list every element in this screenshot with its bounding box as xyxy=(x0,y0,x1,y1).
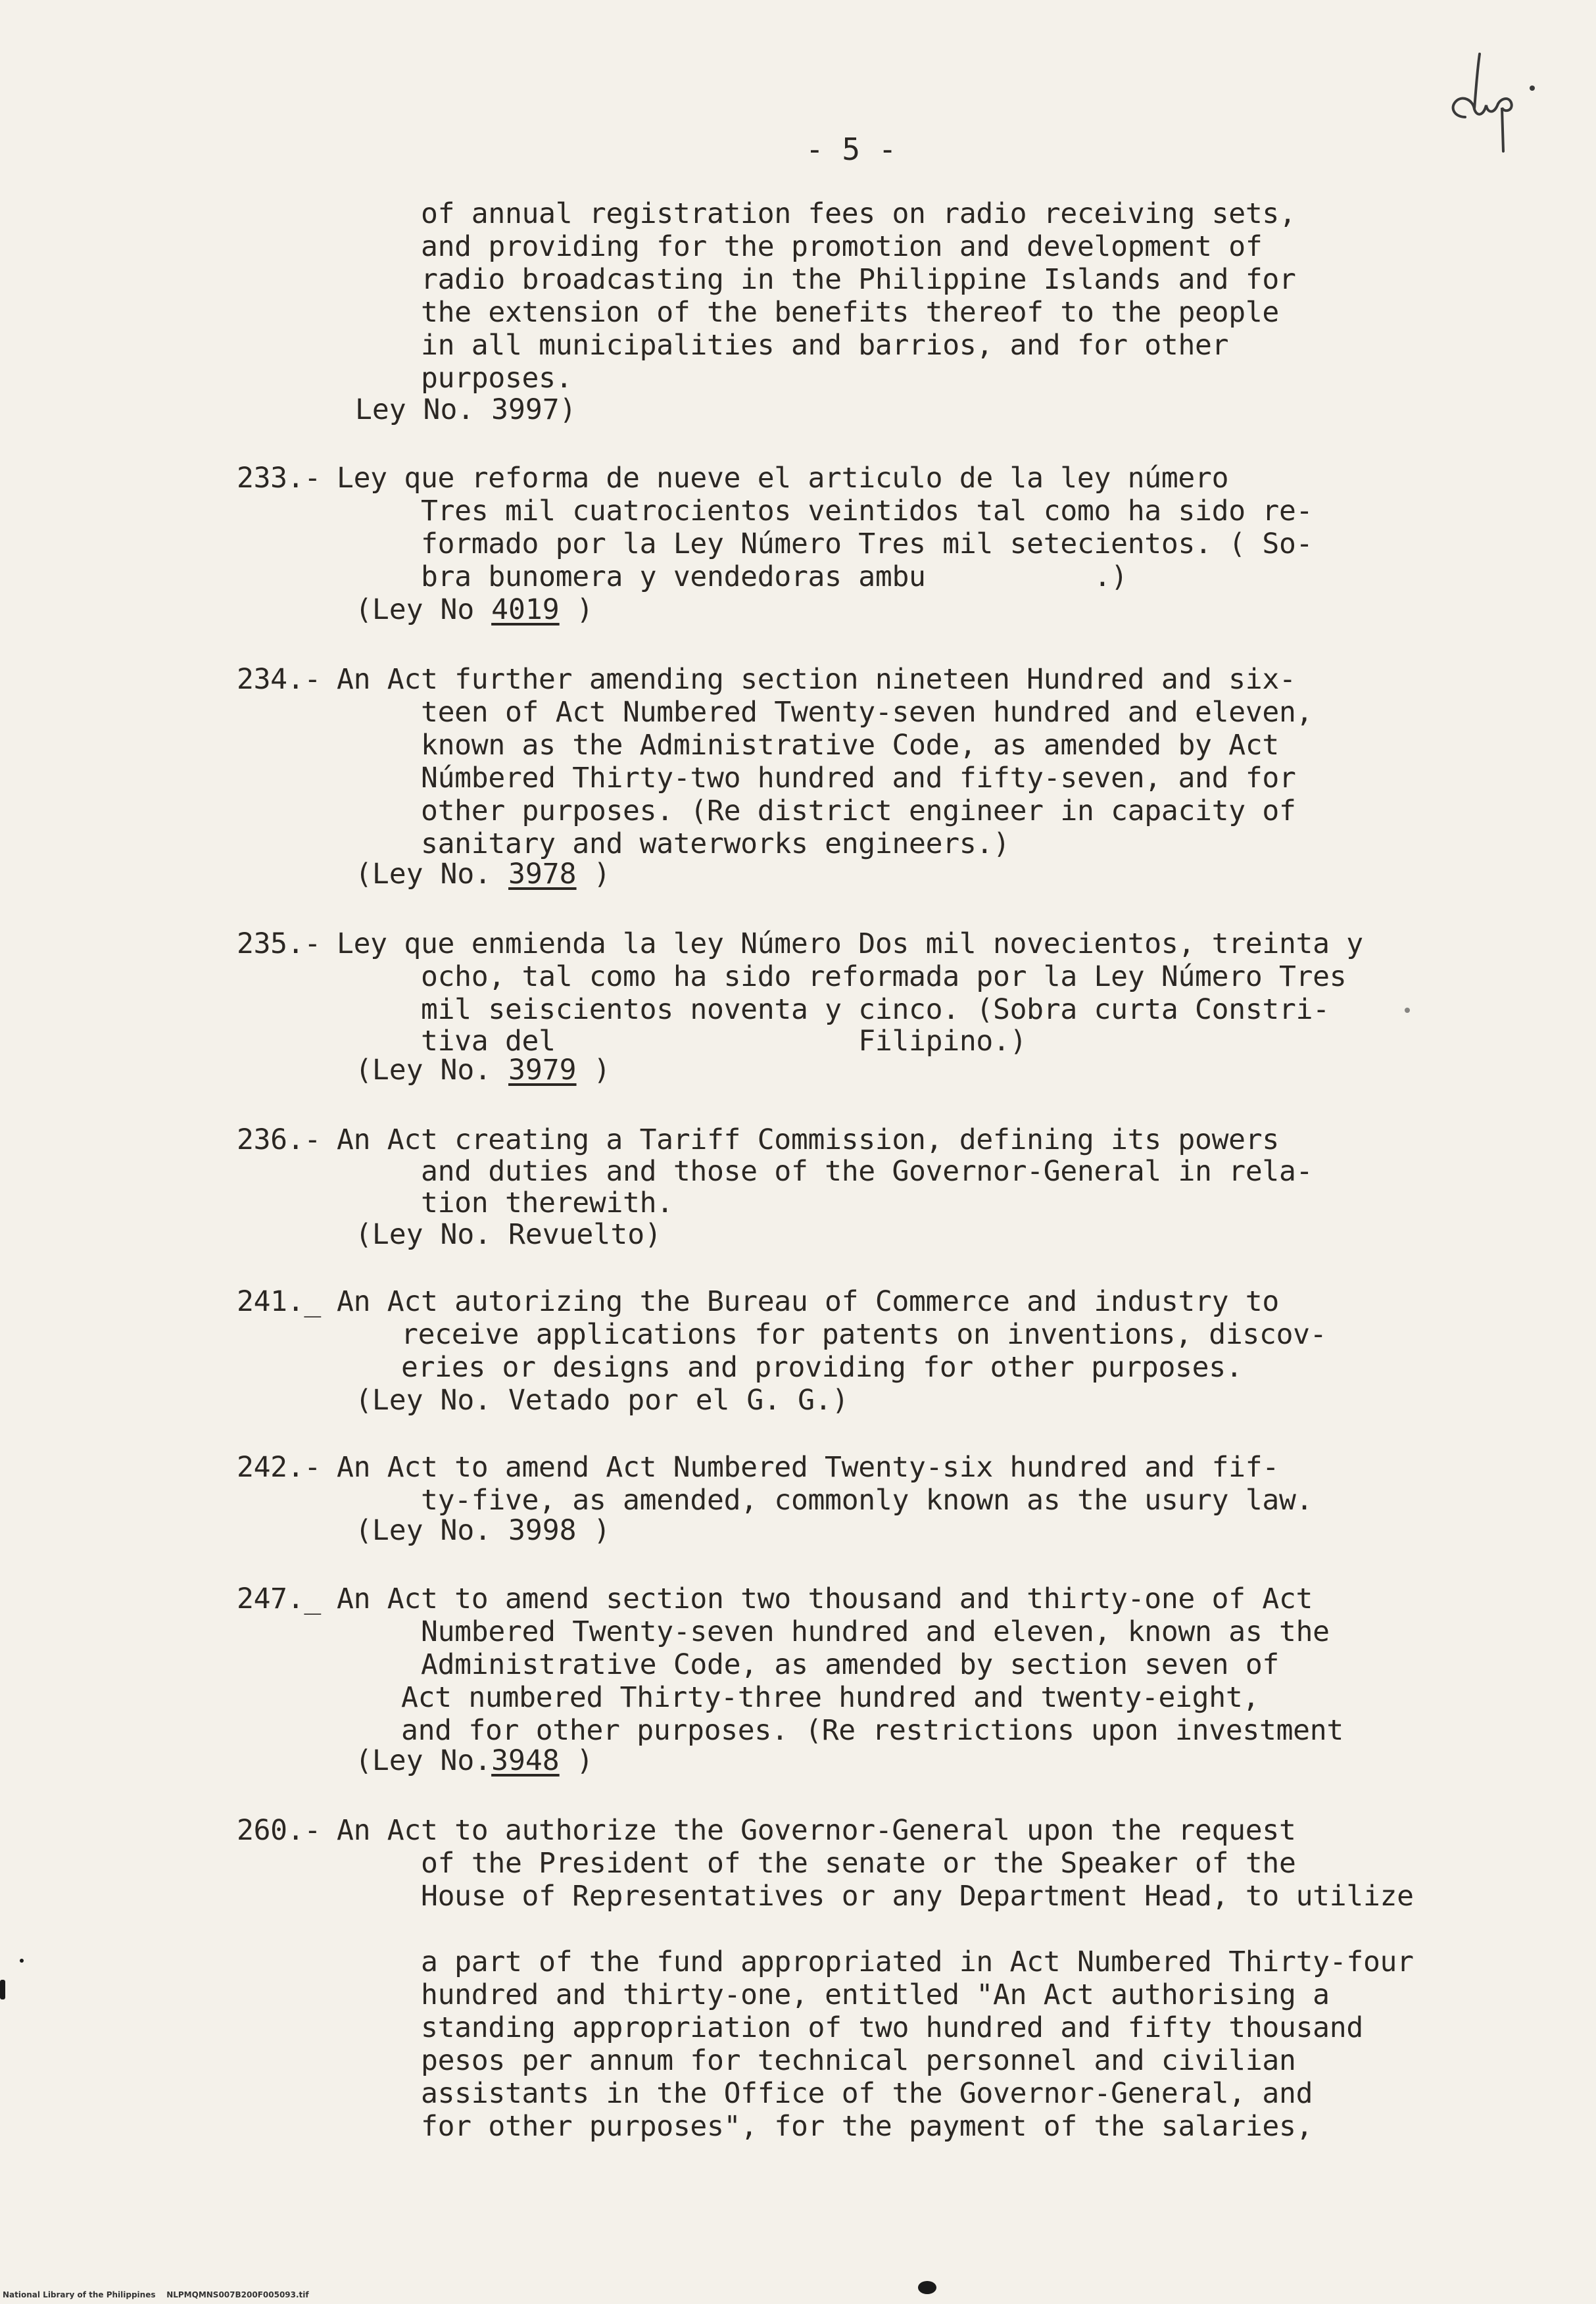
ley-reference xyxy=(355,1744,593,1777)
entry-line: An Act creating a Tariff Commission, defining its powers xyxy=(337,1123,1279,1156)
entry-line: An Act to amend section two thousand and thirty-one of Act xyxy=(337,1582,1313,1615)
ley-suffix: ) xyxy=(559,1744,594,1777)
continuation-line: hundred and thirty-one, entitled "An Act authorising a xyxy=(421,1978,1330,2011)
intro-line: of annual registration fees on radio receiving sets, xyxy=(421,197,1296,230)
entry-number: 234.- xyxy=(237,663,321,696)
entry-line: eries or designs and providing for other purposes. xyxy=(401,1351,1243,1384)
entry-line: tion therewith. xyxy=(421,1187,673,1219)
ley-prefix: (Ley No. xyxy=(355,858,508,891)
ley-number: 3997 xyxy=(491,393,560,426)
ley-prefix: Ley No. xyxy=(355,393,492,426)
ley-reference xyxy=(355,858,610,891)
ley-prefix: (Ley No xyxy=(355,593,492,626)
ley-number: 3978 xyxy=(508,858,577,891)
entry-line: Administrative Code, as amended by section seven of xyxy=(421,1648,1279,1681)
continuation-line: pesos per annum for technical personnel and civilian xyxy=(421,2044,1296,2077)
ley-number: 3979 xyxy=(508,1054,577,1087)
entry-line: An Act to authorize the Governor-General upon the request xyxy=(337,1814,1296,1847)
entry-line: Ley que enmienda la ley Número Dos mil novecientos, treinta y xyxy=(337,927,1363,960)
ley-reference: (Ley No. Vetado por el G. G.) xyxy=(355,1384,849,1417)
ley-suffix: ) xyxy=(576,1054,611,1087)
archive-footer: National Library of the Philippines NLPMQMNS007B200F005093.tif xyxy=(3,2290,309,2299)
scan-speck xyxy=(0,1980,5,1999)
entry-line: An Act to amend Act Numbered Twenty-six hundred and fif- xyxy=(337,1451,1279,1484)
ley-reference xyxy=(355,593,593,626)
entry-number: 233.- xyxy=(237,462,321,495)
entry-number: 235.- xyxy=(237,927,321,960)
continuation-line: standing appropriation of two hundred and fifty thousand xyxy=(421,2011,1363,2044)
entry-line: teen of Act Numbered Twenty-seven hundred and eleven, xyxy=(421,696,1313,729)
scan-speck xyxy=(1405,1008,1410,1013)
entry-number: 236.- xyxy=(237,1123,321,1156)
entry-line: tiva del Filipino.) xyxy=(421,1025,1027,1058)
entry-line: ocho, tal como ha sido reformada por la Ley Número Tres xyxy=(421,960,1347,993)
ley-suffix: ) xyxy=(559,393,577,426)
ley-reference xyxy=(355,393,577,426)
intro-line: the extension of the benefits thereof to the people xyxy=(421,296,1279,329)
ley-suffix: ) xyxy=(576,858,611,891)
intro-line: radio broadcasting in the Philippine Islands and for xyxy=(421,263,1296,296)
entry-line: other purposes. (Re district engineer in capacity of xyxy=(421,795,1296,827)
entry-line: Númbered Thirty-two hundred and fifty-seven, and for xyxy=(421,762,1296,795)
entry-line: formado por la Ley Número Tres mil setecientos. ( So- xyxy=(421,527,1313,560)
scan-speck xyxy=(20,1959,24,1963)
ley-number: 4019 xyxy=(491,593,560,626)
ley-number: 3948 xyxy=(491,1744,560,1777)
page-number: - 5 - xyxy=(806,132,897,167)
entry-line: Ley que reforma de nueve el articulo de la ley número xyxy=(337,462,1229,495)
entry-line: An Act autorizing the Bureau of Commerce and industry to xyxy=(337,1285,1279,1318)
entry-number: 242.- xyxy=(237,1451,321,1484)
handwritten-note xyxy=(1440,39,1565,158)
ley-reference xyxy=(355,1054,610,1087)
entry-number: 260.- xyxy=(237,1814,321,1847)
intro-line: purposes. xyxy=(421,362,573,395)
entry-number: 247._ xyxy=(237,1582,321,1615)
scan-speck xyxy=(918,2281,936,2294)
entry-line: sanitary and waterworks engineers.) xyxy=(421,827,1010,860)
ley-prefix: (Ley No. xyxy=(355,1744,492,1777)
ley-reference: (Ley No. 3998 ) xyxy=(355,1514,611,1547)
ley-reference: (Ley No. Revuelto) xyxy=(355,1218,662,1251)
ley-suffix: ) xyxy=(559,593,594,626)
intro-line: and providing for the promotion and development of xyxy=(421,230,1263,263)
continuation-line: a part of the fund appropriated in Act Numbered Thirty-four xyxy=(421,1946,1414,1978)
entry-line: receive applications for patents on inventions, discov- xyxy=(401,1318,1327,1351)
entry-line: and duties and those of the Governor-General in rela- xyxy=(421,1155,1313,1188)
entry-line: and for other purposes. (Re restrictions upon investment xyxy=(401,1714,1343,1747)
continuation-line: assistants in the Office of the Governor-General, and xyxy=(421,2077,1313,2110)
entry-line: An Act further amending section nineteen Hundred and six- xyxy=(337,663,1296,696)
entry-line: Numbered Twenty-seven hundred and eleven, known as the xyxy=(421,1615,1330,1648)
continuation-line: for other purposes", for the payment of the salaries, xyxy=(421,2110,1313,2143)
entry-line: mil seiscientos noventa y cinco. (Sobra curta Constri- xyxy=(421,993,1330,1026)
intro-line: in all municipalities and barrios, and for other xyxy=(421,329,1229,362)
ley-prefix: (Ley No. xyxy=(355,1054,508,1087)
entry-line: Tres mil cuatrocientos veintidos tal como ha sido re- xyxy=(421,495,1313,527)
entry-line: House of Representatives or any Department Head, to utilize xyxy=(421,1880,1414,1913)
entry-line: of the President of the senate or the Speaker of the xyxy=(421,1847,1296,1880)
entry-line: ty-five, as amended, commonly known as the usury law. xyxy=(421,1484,1313,1517)
entry-line: bra bunomera y vendedoras ambu .) xyxy=(421,560,1128,593)
entry-number: 241._ xyxy=(237,1285,321,1318)
entry-line: Act numbered Thirty-three hundred and twenty-eight, xyxy=(401,1681,1259,1714)
entry-line: known as the Administrative Code, as amended by Act xyxy=(421,729,1279,762)
